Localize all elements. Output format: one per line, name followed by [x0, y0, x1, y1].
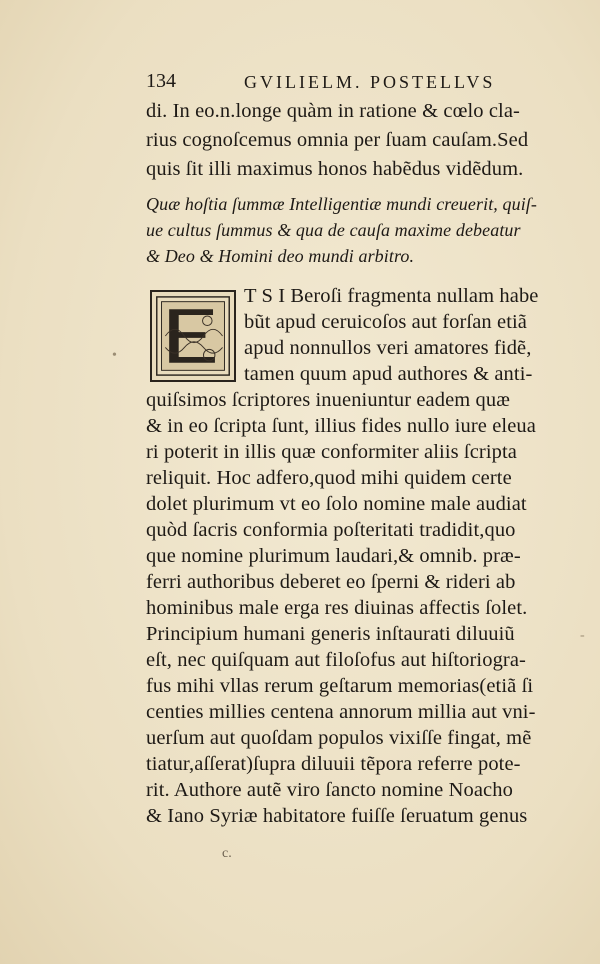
text-line: apud nonnullos veri amatores fidẽ, [244, 337, 532, 359]
italic-heading-line: ue cultus ſummus & qua de cauſa maxime debeatur [146, 220, 521, 240]
text-line: quòd ſacris conformia poſteritati tradidit,quo [146, 519, 516, 541]
text-line: tiatur,aſſerat)ſupra diluuii tẽpora referre pote- [146, 753, 521, 775]
text-line: rius cognoſcemus omnia per ſuam cauſam.Sed [146, 129, 529, 151]
text-line: T S I Beroſi fragmenta nullam habe [244, 285, 539, 307]
decorated-initial [150, 290, 236, 382]
italic-heading-line: Quæ hoſtia ſummæ Intelligentiæ mundi creuerit, quiſ- [146, 194, 538, 214]
page-header [146, 70, 546, 96]
running-head: GVILIELM. POSTELLVS [244, 72, 496, 92]
text-line: & in eo ſcripta ſunt, illius fides nullo iure eleua [146, 415, 536, 437]
italic-heading-line: & Deo & Homini deo mundi arbitro. [146, 246, 415, 266]
folio-number: 134 [146, 70, 176, 92]
text-line: Principium humani generis inſtaurati diluuiũ [146, 623, 515, 645]
text-line: & Iano Syriæ habitatore fuiſſe ſeruatum genus [146, 805, 528, 827]
catchword: c. [222, 846, 232, 861]
text-line: eſt, nec quiſquam aut filoſofus aut hiſtoriogra- [146, 649, 526, 671]
margin-tick: - [580, 628, 585, 643]
text-line: tamen quum apud authores & anti- [244, 363, 533, 385]
text-line: hominibus male erga res diuinas affectis ſolet. [146, 597, 528, 619]
text-line: quiſsimos ſcriptores inueniuntur eadem quæ [146, 389, 511, 411]
text-line: rit. Authore autẽ viro ſancto nomine Noacho [146, 779, 513, 801]
text-line: quis ſit illi maximus honos habẽdus vidẽdum. [146, 158, 524, 180]
text-line: di. In eo.n.longe quàm in ratione & cœlo cla- [146, 100, 520, 122]
text-line: dolet plurimum vt eo ſolo nomine male audiat [146, 493, 527, 515]
text-line: fus mihi vllas rerum geſtarum memorias(etiã ſi [146, 675, 534, 697]
text-line: ferri authoribus deberet eo ſperni & rideri ab [146, 571, 516, 593]
text-line: centies millies centena annorum millia aut vni- [146, 701, 536, 723]
text-line: ri poterit in illis quæ conformiter aliis ſcripta [146, 441, 517, 463]
margin-tick: • [112, 348, 117, 363]
text-line: bũt apud ceruicoſos aut forſan etiã [244, 311, 527, 333]
text-line: que nomine plurimum laudari,& omnib. præ- [146, 545, 521, 567]
text-line: uerſum aut quoſdam populos vixiſſe fingat, mẽ [146, 727, 532, 749]
text-line: reliquit. Hoc adfero,quod mihi quidem certe [146, 467, 512, 489]
